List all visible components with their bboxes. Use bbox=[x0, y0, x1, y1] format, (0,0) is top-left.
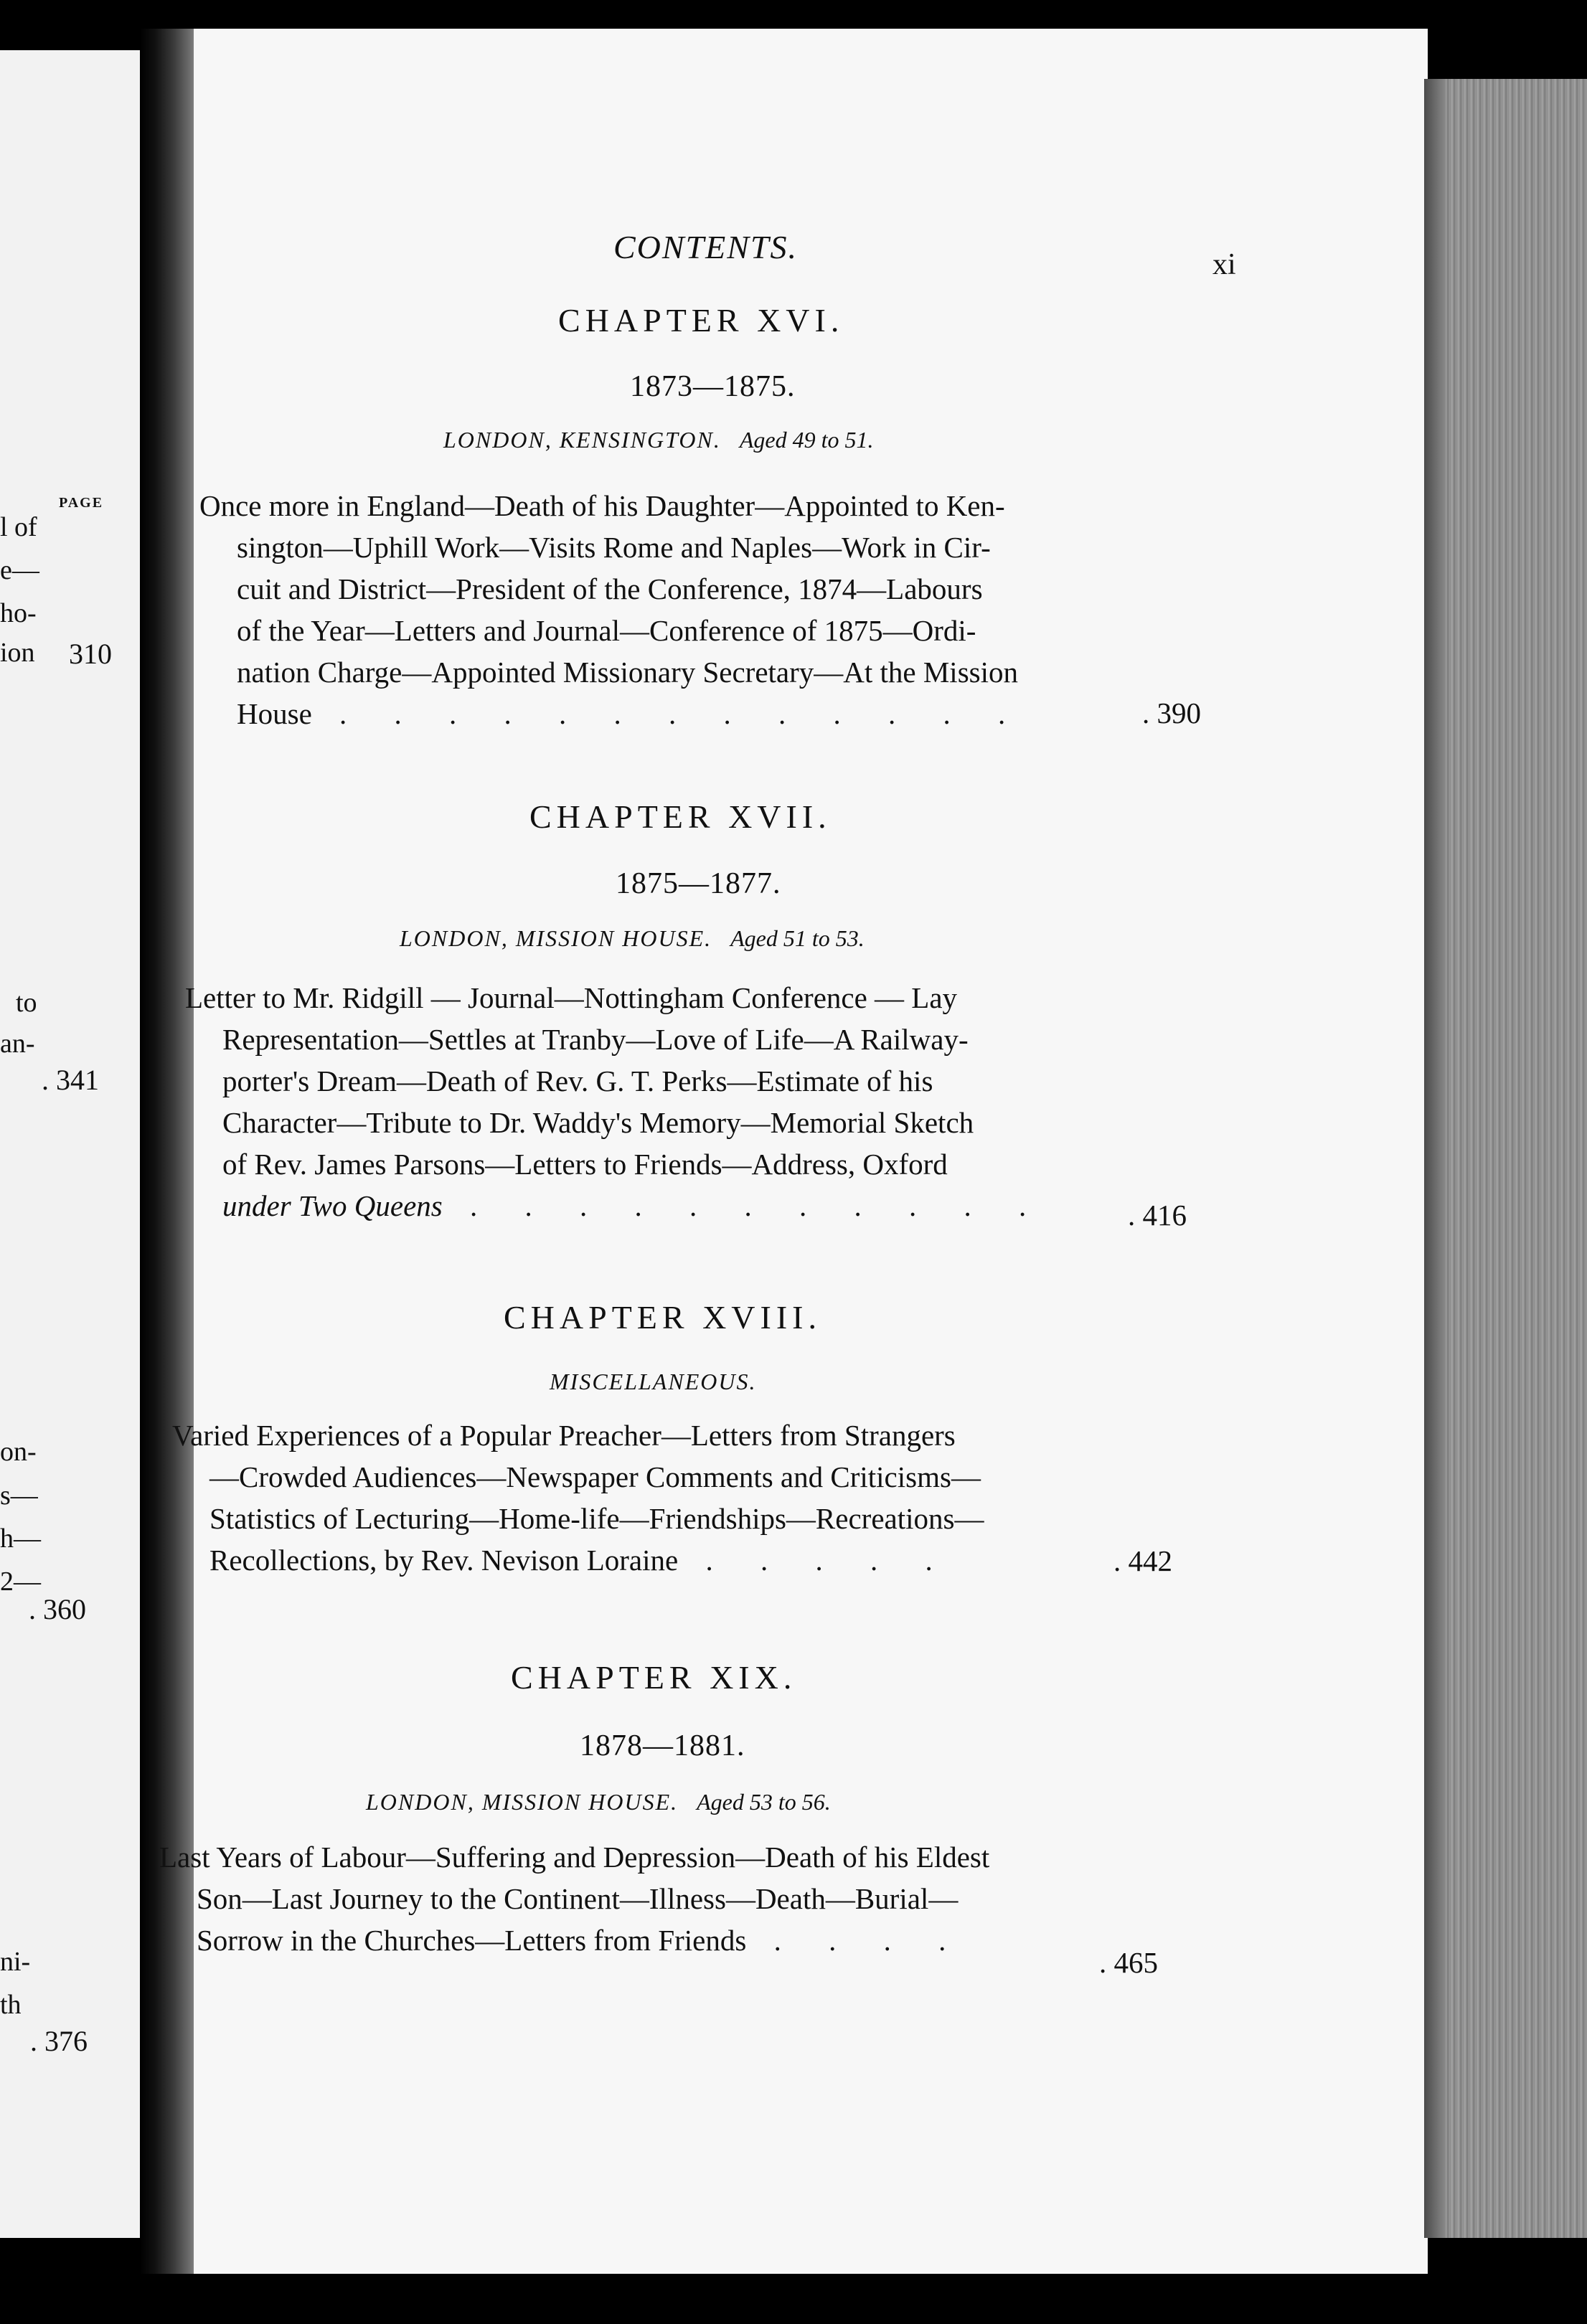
summary-line: Varied Experiences of a Popular Preacher—Letters from Strangers bbox=[172, 1419, 956, 1452]
summary-line: cuit and District—President of the Conference, 1874—Labours bbox=[237, 572, 983, 605]
place-name: LONDON, KENSINGTON. bbox=[443, 427, 721, 453]
summary-line: —Crowded Audiences—Newspaper Comments and Criticisms— bbox=[209, 1460, 981, 1493]
left-facing-page bbox=[0, 50, 147, 2238]
chapter-title: CHAPTER XVI. bbox=[558, 302, 844, 339]
summary-line: Once more in England—Death of his Daughter—Appointed to Ken- bbox=[199, 489, 1005, 522]
chapter-summary bbox=[185, 977, 1046, 1227]
chapter-summary bbox=[199, 485, 1025, 734]
summary-line: Character—Tribute to Dr. Waddy's Memory—Memorial Sketch bbox=[222, 1106, 974, 1139]
dot-leader: . . . . . . . . . . . bbox=[442, 1189, 1047, 1222]
dot-leader: . . . . bbox=[746, 1924, 966, 1957]
summary-line: Letter to Mr. Ridgill — Journal—Nottingham Conference — Lay bbox=[185, 981, 958, 1014]
page-number: 442 bbox=[1128, 1544, 1172, 1577]
summary-line: porter's Dream—Death of Rev. G. T. Perks—Estimate of his bbox=[222, 1064, 933, 1097]
chapter-summary bbox=[159, 1836, 989, 1961]
summary-line-text: Sorrow in the Churches—Letters from Friends bbox=[197, 1924, 747, 1957]
summary-line: Son—Last Journey to the Continent—Illness—Death—Burial— bbox=[197, 1882, 959, 1915]
chapter-page-number: . 442 bbox=[1113, 1544, 1172, 1577]
summary-line: Statistics of Lecturing—Home-life—Friendships—Recreations— bbox=[209, 1502, 984, 1535]
chapter-years: 1875—1877. bbox=[616, 867, 781, 900]
left-fragment: on- bbox=[0, 1437, 37, 1467]
chapter-subtitle: MISCELLANEOUS. bbox=[550, 1369, 757, 1394]
dot-leader: . . . . . bbox=[678, 1544, 953, 1577]
left-fragment: ion bbox=[0, 638, 35, 668]
summary-line: nation Charge—Appointed Missionary Secretary—At the Mission bbox=[237, 656, 1019, 689]
summary-line bbox=[172, 1539, 984, 1581]
summary-line: Representation—Settles at Tranby—Love of Life—A Railway- bbox=[222, 1023, 969, 1056]
left-page-number: . 341 bbox=[42, 1064, 99, 1096]
chapter-years: 1873—1875. bbox=[630, 370, 796, 403]
left-fragment: 2— bbox=[0, 1567, 41, 1597]
dot-leader: . . . . . . . . . . . . . bbox=[311, 697, 1026, 730]
left-fragment: th bbox=[0, 1990, 22, 2020]
left-fragment: an- bbox=[0, 1029, 35, 1059]
summary-line bbox=[199, 693, 1025, 734]
summary-line-text: Recollections, by Rev. Nevison Loraine bbox=[209, 1544, 679, 1577]
running-title: CONTENTS. bbox=[613, 229, 799, 265]
left-page-number: . 360 bbox=[29, 1593, 86, 1625]
left-page-label: PAGE bbox=[59, 495, 104, 511]
chapter-page-number: . 390 bbox=[1142, 696, 1201, 729]
place-name: LONDON, MISSION HOUSE. bbox=[400, 925, 712, 951]
chapter-years: 1878—1881. bbox=[580, 1729, 745, 1762]
page-number: 465 bbox=[1113, 1946, 1158, 1979]
chapter-title: CHAPTER XVIII. bbox=[504, 1299, 821, 1336]
left-fragment: s— bbox=[0, 1480, 38, 1511]
summary-line-text: House bbox=[237, 697, 312, 730]
chapter-place bbox=[366, 1789, 831, 1815]
page-folio: xi bbox=[1212, 248, 1236, 281]
summary-line-text: under Two Queens bbox=[222, 1189, 443, 1222]
chapter-title: CHAPTER XIX. bbox=[511, 1659, 797, 1696]
summary-line: Last Years of Labour—Suffering and Depression—Death of his Eldest bbox=[159, 1841, 990, 1874]
chapter-summary bbox=[172, 1414, 984, 1581]
place-name: LONDON, MISSION HOUSE. bbox=[366, 1789, 679, 1815]
page-number: 390 bbox=[1157, 696, 1201, 729]
chapter-place bbox=[400, 925, 865, 952]
summary-line: of the Year—Letters and Journal—Conference of 1875—Ordi- bbox=[237, 614, 976, 647]
left-fragment: e— bbox=[0, 555, 39, 585]
left-page-number: . 376 bbox=[30, 2025, 88, 2057]
summary-line: sington—Uphill Work—Visits Rome and Naples—Work in Cir- bbox=[237, 531, 991, 564]
left-fragment: ni- bbox=[0, 1947, 31, 1977]
left-page-number: 310 bbox=[69, 638, 112, 670]
summary-line: of Rev. James Parsons—Letters to Friends—Address, Oxford bbox=[222, 1148, 948, 1181]
age-range: Aged 51 to 53. bbox=[730, 925, 865, 951]
chapter-page-number: . 465 bbox=[1099, 1946, 1158, 1979]
age-range: Aged 49 to 51. bbox=[739, 427, 874, 453]
page-edge-shadow bbox=[1424, 79, 1446, 2238]
left-fragment: ho- bbox=[0, 598, 37, 628]
summary-line bbox=[159, 1919, 989, 1961]
left-fragment: to bbox=[16, 988, 37, 1018]
summary-line bbox=[185, 1185, 1046, 1227]
page-number: 416 bbox=[1142, 1199, 1187, 1232]
left-fragment: l of bbox=[0, 512, 37, 542]
chapter-place bbox=[443, 427, 873, 453]
chapter-page-number: . 416 bbox=[1128, 1199, 1187, 1232]
page-edges bbox=[1424, 79, 1587, 2238]
chapter-title: CHAPTER XVII. bbox=[529, 798, 832, 835]
age-range: Aged 53 to 56. bbox=[697, 1789, 831, 1815]
left-fragment: h— bbox=[0, 1524, 41, 1554]
